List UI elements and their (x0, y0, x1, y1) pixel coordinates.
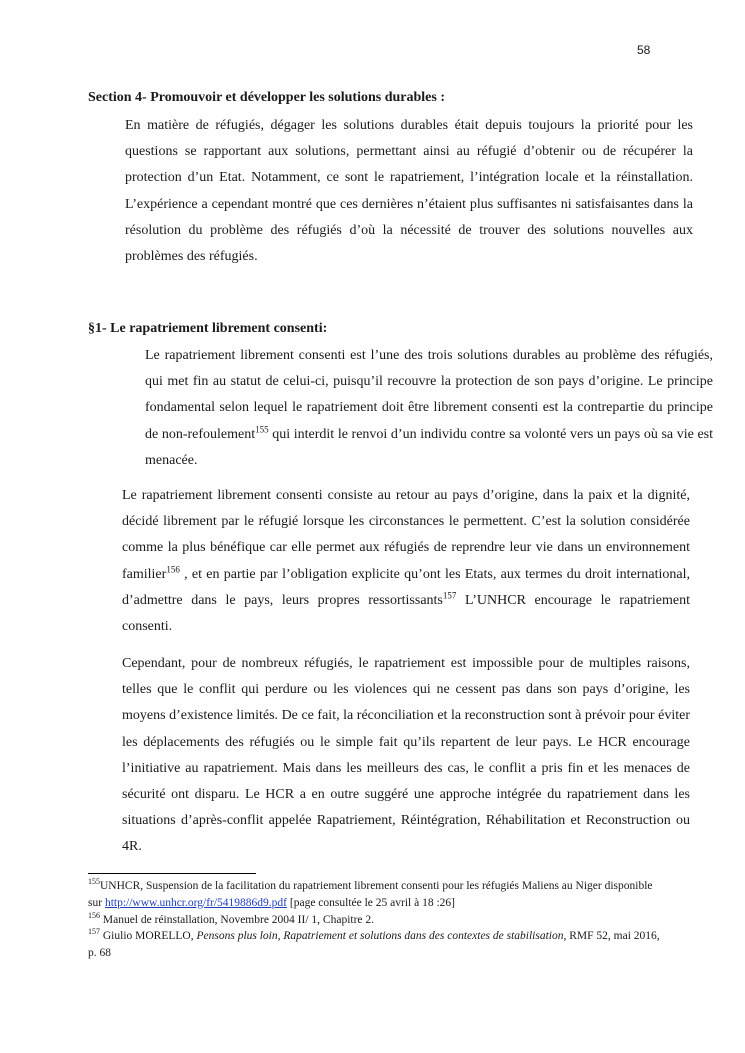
footnotes (88, 878, 668, 962)
footnote-separator (88, 873, 256, 874)
paragraph-1-text-a: Le rapatriement librement consenti est l’une des trois solutions durables au problème des réfugiés, qui met fin au statut de celui-ci, puisqu’il recouvre la protection de son pays d’origine. Le principe fondamental selon lequel le rapatriement doit être librement consenti est la contrepartie du principe de non-refoulement (145, 348, 713, 442)
footnote-155 (88, 878, 668, 912)
subsection-1-paragraph-1 (88, 343, 713, 474)
subsection-1-paragraph-3 (88, 651, 690, 861)
footnote-157-title: Pensons plus loin, Rapatriement et solutions dans des contextes de stabilisation (196, 930, 564, 943)
page-number: 58 (637, 43, 651, 57)
footnote-156-number: 156 (88, 910, 100, 920)
paragraph-3-text: Cependant, pour de nombreux réfugiés, le rapatriement est impossible pour de multiples raisons, telles que le conflit qui perdure ou les violences qui ne cessent pas dans son pays d’origine, les moyens d’existence limités. De ce fait, la réconciliation et la reconstruction sont à prévoir pour éviter les déplacements des réfugiés ou le simple fait qu’ils repartent de leur pays. Le HCR encourage l’initiative au rapatriement. Mais dans les meilleurs des cas, le conflit a pris fin et les menaces de sécurité ont disparu. Le HCR a en outre suggéré une approche intégrée du rapatriement dans les situations d’après-conflit appelée Rapatriement, Réintégration, Réhabilitation et Reconstruction ou 4R. (122, 656, 690, 855)
footnote-ref-155[interactable]: 155 (255, 423, 269, 434)
section-4-heading: Section 4- Promouvoir et développer les solutions durables : (88, 90, 445, 105)
footnote-ref-156[interactable]: 156 (166, 563, 180, 574)
footnote-156-text: Manuel de réinstallation, Novembre 2004 II/ 1, Chapitre 2. (100, 913, 375, 926)
paragraph-1-text-b: qui interdit le renvoi d’un individu contre sa volonté vers un pays où sa vie est menacée. (145, 426, 714, 468)
footnote-155-number: 155 (88, 877, 100, 887)
footnote-157-number: 157 (88, 927, 100, 937)
footnote-157-author: Giulio MORELLO, (100, 930, 197, 943)
paragraph-2-text-b: , et en partie par l’obligation explicite qu’ont les Etats, aux termes du droit international, d’admettre dans le pays, leurs propres ressortissants (122, 566, 690, 608)
section-4-paragraph-text: En matière de réfugiés, dégager les solutions durables était depuis toujours la priorité pour les questions se rapportant aux solutions, permettant ainsi au réfugié d’obtenir ou de récupérer la protection d’un Etat. Notamment, ce sont le rapatriement, l’intégration locale et la réinstallation. L’expérience a cependant montré que ces dernières n’étaient plus suffisantes ni satisfaisantes dans la résolution du problème des réfugiés d’où la nécessité de trouver des solutions nouvelles aux problèmes des réfugiés. (125, 118, 693, 265)
footnote-155-link[interactable]: http://www.unhcr.org/fr/5419886d9.pdf (104, 896, 288, 909)
paragraph-2-text-c: L’UNHCR encourage le rapatriement consenti. (122, 592, 690, 635)
footnote-155-text-a: UNHCR, Suspension de la facilitation du rapatriement librement consenti pour les réfugiés Maliens au Niger disponible sur (88, 880, 653, 909)
section-4-paragraph (88, 113, 693, 270)
footnote-157 (88, 928, 668, 962)
footnote-157-rest: , RMF 52, mai 2016, p. 68 (88, 930, 660, 960)
footnote-ref-157[interactable]: 157 (442, 590, 457, 601)
footnote-155-text-b: [page consultée le 25 avril à 18 :26] (287, 896, 455, 909)
subsection-1-paragraph-2 (88, 483, 690, 640)
footnote-156 (88, 912, 668, 929)
paragraph-2-text-a: Le rapatriement librement consenti consiste au retour au pays d’origine, dans la paix et la dignité, décidé librement par le réfugié lorsque les circonstances le permettent. C’est la solution considérée comme la plus bénéfique car elle permet aux réfugiés de reprendre leur vie dans un environnement familier (122, 488, 690, 582)
subsection-1-heading: §1- Le rapatriement librement consenti: (88, 321, 328, 336)
